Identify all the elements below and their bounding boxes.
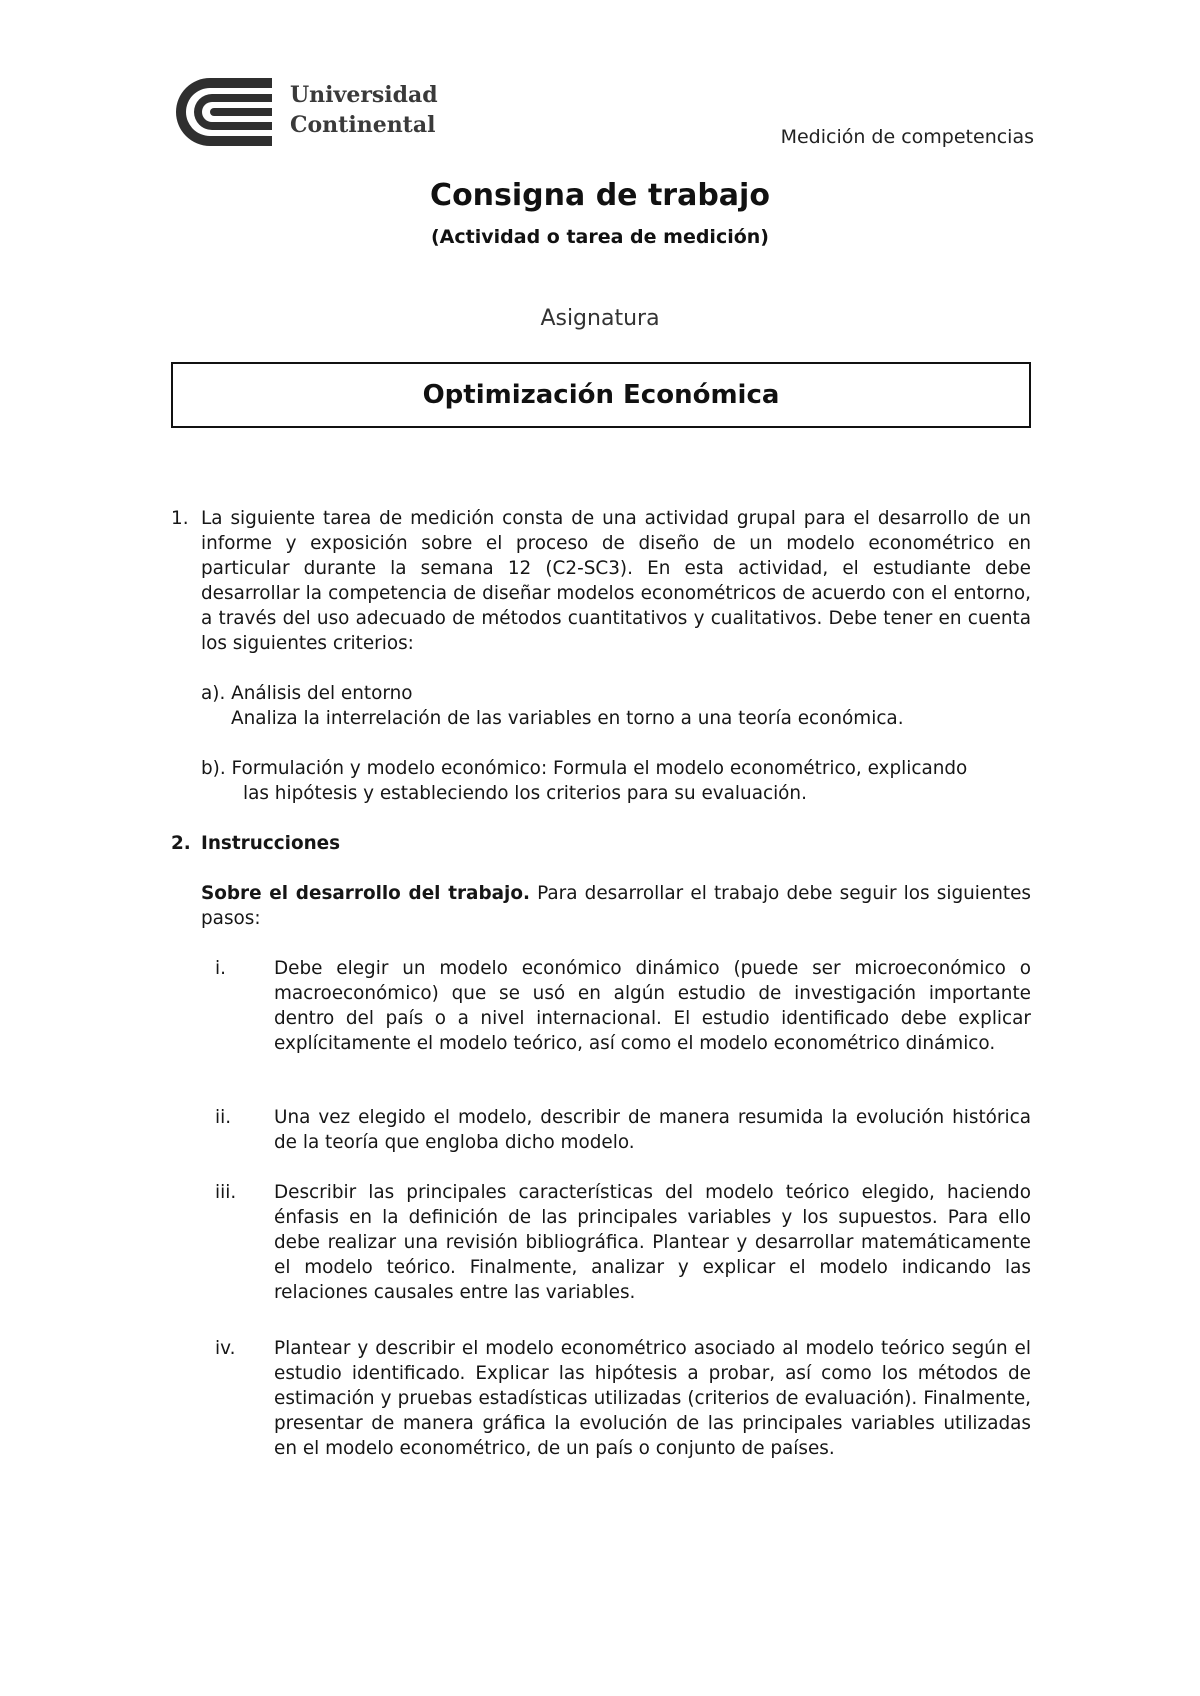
criteria-b-line-1: b). Formulación y modelo económico: Formula el modelo econométrico, explicando xyxy=(201,758,968,779)
list-item-text: Debe elegir un modelo económico dinámico (puede ser microeconómico o macroeconómico) que se usó en algún estudio de investigación importante dentro del país o a nivel internacional. El estudio identificado debe explicar explícitamente el modelo teórico, así como el modelo econométrico dinámico. xyxy=(274,958,1031,1054)
asignatura-label: Asignatura xyxy=(540,306,660,331)
criteria-a-description: Analiza la interrelación de las variables en torno a una teoría económica. xyxy=(231,708,904,729)
course-name-box xyxy=(171,362,1031,428)
list-marker: ii. xyxy=(215,1107,232,1128)
header-label: Medición de competencias xyxy=(780,126,1034,148)
list-marker: iii. xyxy=(215,1182,237,1203)
document-subtitle: (Actividad o tarea de medición) xyxy=(431,226,769,248)
section-2-number: 2. xyxy=(171,833,191,854)
intro-rest: Para desarrollar el trabajo debe seguir los siguientes pasos: xyxy=(201,883,1031,929)
list-item-text: Una vez elegido el modelo, describir de manera resumida la evolución histórica de la teoría que engloba dicho modelo. xyxy=(274,1107,1031,1153)
criteria-a-title: a). Análisis del entorno xyxy=(201,683,413,704)
list-item-text: Plantear y describir el modelo econométrico asociado al modelo teórico según el estudio identificado. Explicar las hipótesis a probar, así como los métodos de estimación y pruebas estadísticas utilizadas (criterios de evaluación). Finalmente, presentar de manera gráfica la evolución de las principales variables utilizadas en el modelo econométrico, de un país o conjunto de países. xyxy=(274,1338,1031,1459)
list-marker: i. xyxy=(215,958,226,979)
section-2-intro xyxy=(201,881,1031,931)
list-marker: iv. xyxy=(215,1338,236,1359)
logo-line-2: Continental xyxy=(290,112,436,138)
section-1-number: 1. xyxy=(171,508,189,529)
section-1-paragraph: La siguiente tarea de medición consta de una actividad grupal para el desarrollo de un informe y exposición sobre el proceso de diseño de un modelo econométrico en particular durante la semana 12 (C2-SC3). En esta actividad, el estudiante debe desarrollar la competencia de diseñar modelos econométricos de acuerdo con el entorno, a través del uso adecuado de métodos cuantitativos y cualitativos. Debe tener en cuenta los siguientes criterios: xyxy=(201,508,1031,654)
criteria-b xyxy=(201,756,1031,806)
universidad-continental-logo-icon xyxy=(172,74,276,150)
course-name: Optimización Económica xyxy=(422,380,780,410)
section-2-heading: Instrucciones xyxy=(201,833,341,854)
list-item-text: Describir las principales características del modelo teórico elegido, haciendo énfasis en la definición de las principales variables y los supuestos. Para ello debe realizar una revisión bibliográfica. Plantear y desarrollar matemáticamente el modelo teórico. Finalmente, analizar y explicar el modelo indicando las relaciones causales entre las variables. xyxy=(274,1182,1031,1303)
logo-line-1: Universidad xyxy=(290,82,438,108)
criteria-b-line-2: las hipótesis y estableciendo los criterios para su evaluación. xyxy=(243,783,807,804)
intro-bold: Sobre el desarrollo del trabajo. xyxy=(201,883,530,904)
criteria-a xyxy=(201,681,1031,731)
document-title: Consigna de trabajo xyxy=(430,178,770,213)
university-logo xyxy=(172,74,452,152)
